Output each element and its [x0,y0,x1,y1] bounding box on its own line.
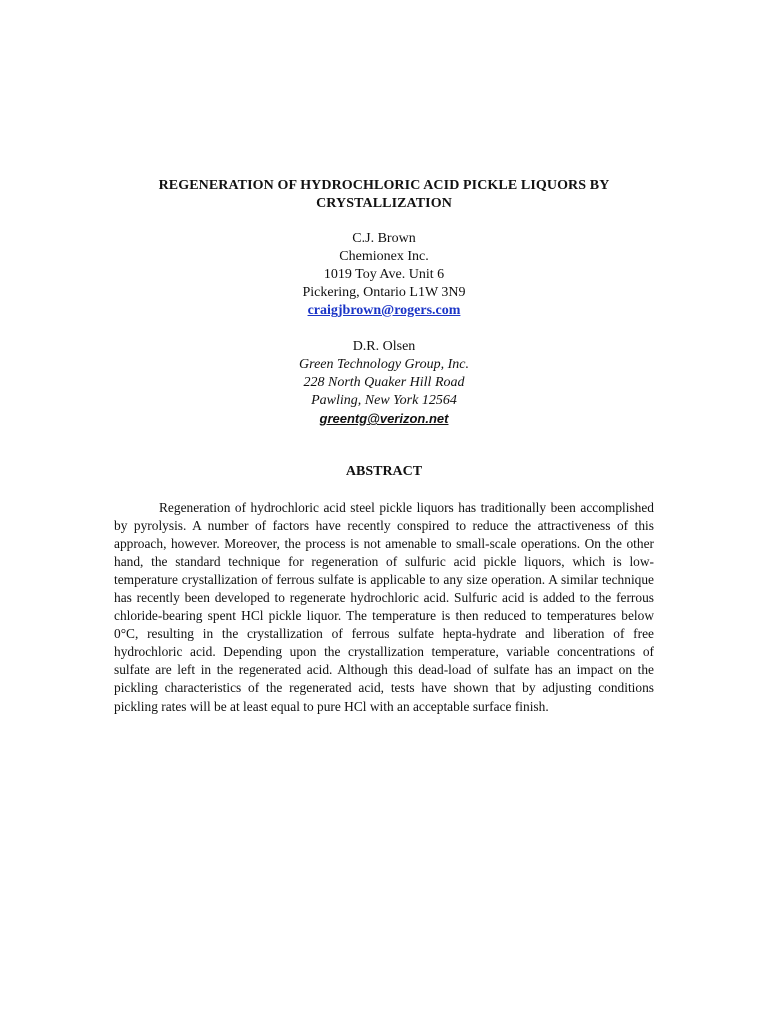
author-address-line-2: Pickering, Ontario L1W 3N9 [302,285,466,300]
author-name: C.J. Brown [352,231,416,246]
author-email-link[interactable]: greentg@verizon.net [319,411,449,426]
author-block-olsen [114,338,654,428]
author-organization: Chemionex Inc. [339,249,429,264]
author-address-line-1: 1019 Toy Ave. Unit 6 [323,267,445,282]
author-email-link[interactable]: craigjbrown@rogers.com [307,303,461,318]
paper-title-line-2: CRYSTALLIZATION [316,196,452,211]
author-block-brown [114,230,654,320]
paper-title [114,177,654,213]
author-address-line-1: 228 North Quaker Hill Road [303,375,465,390]
author-organization: Green Technology Group, Inc. [299,357,469,372]
paper-title-line-1: REGENERATION OF HYDROCHLORIC ACID PICKLE LIQUORS BY [158,178,610,193]
author-address-line-2: Pawling, New York 12564 [311,393,457,408]
abstract-body: Regeneration of hydrochloric acid steel pickle liquors has traditionally been accomplished by pyrolysis. A number of factors have recently conspired to reduce the attractiveness of this approach, however. Moreover, the process is not amenable to small-scale operations. On the other hand, the standard technique for regeneration of sulfuric acid pickle liquors, which is low-temperature crystallization of ferrous sulfate is applicable to any size operation. A similar technique has recently been developed to regenerate hydrochloric acid. Sulfuric acid is added to the ferrous chloride-bearing spent HCl pickle liquor. The temperature is then reduced to temperatures below 0°C, resulting in the crystallization of ferrous sulfate hepta-hydrate and liberation of free hydrochloric acid. Depending upon the crystallization temperature, variable concentrations of sulfate are left in the regenerated acid. Although this dead-load of sulfate has an impact on the pickling characteristics of the regenerated acid, tests have shown that by adjusting conditions pickling rates will be at least equal to pure HCl with an acceptable surface finish. [114,500,654,714]
author-name: D.R. Olsen [352,339,416,354]
abstract-heading: ABSTRACT [345,464,423,479]
